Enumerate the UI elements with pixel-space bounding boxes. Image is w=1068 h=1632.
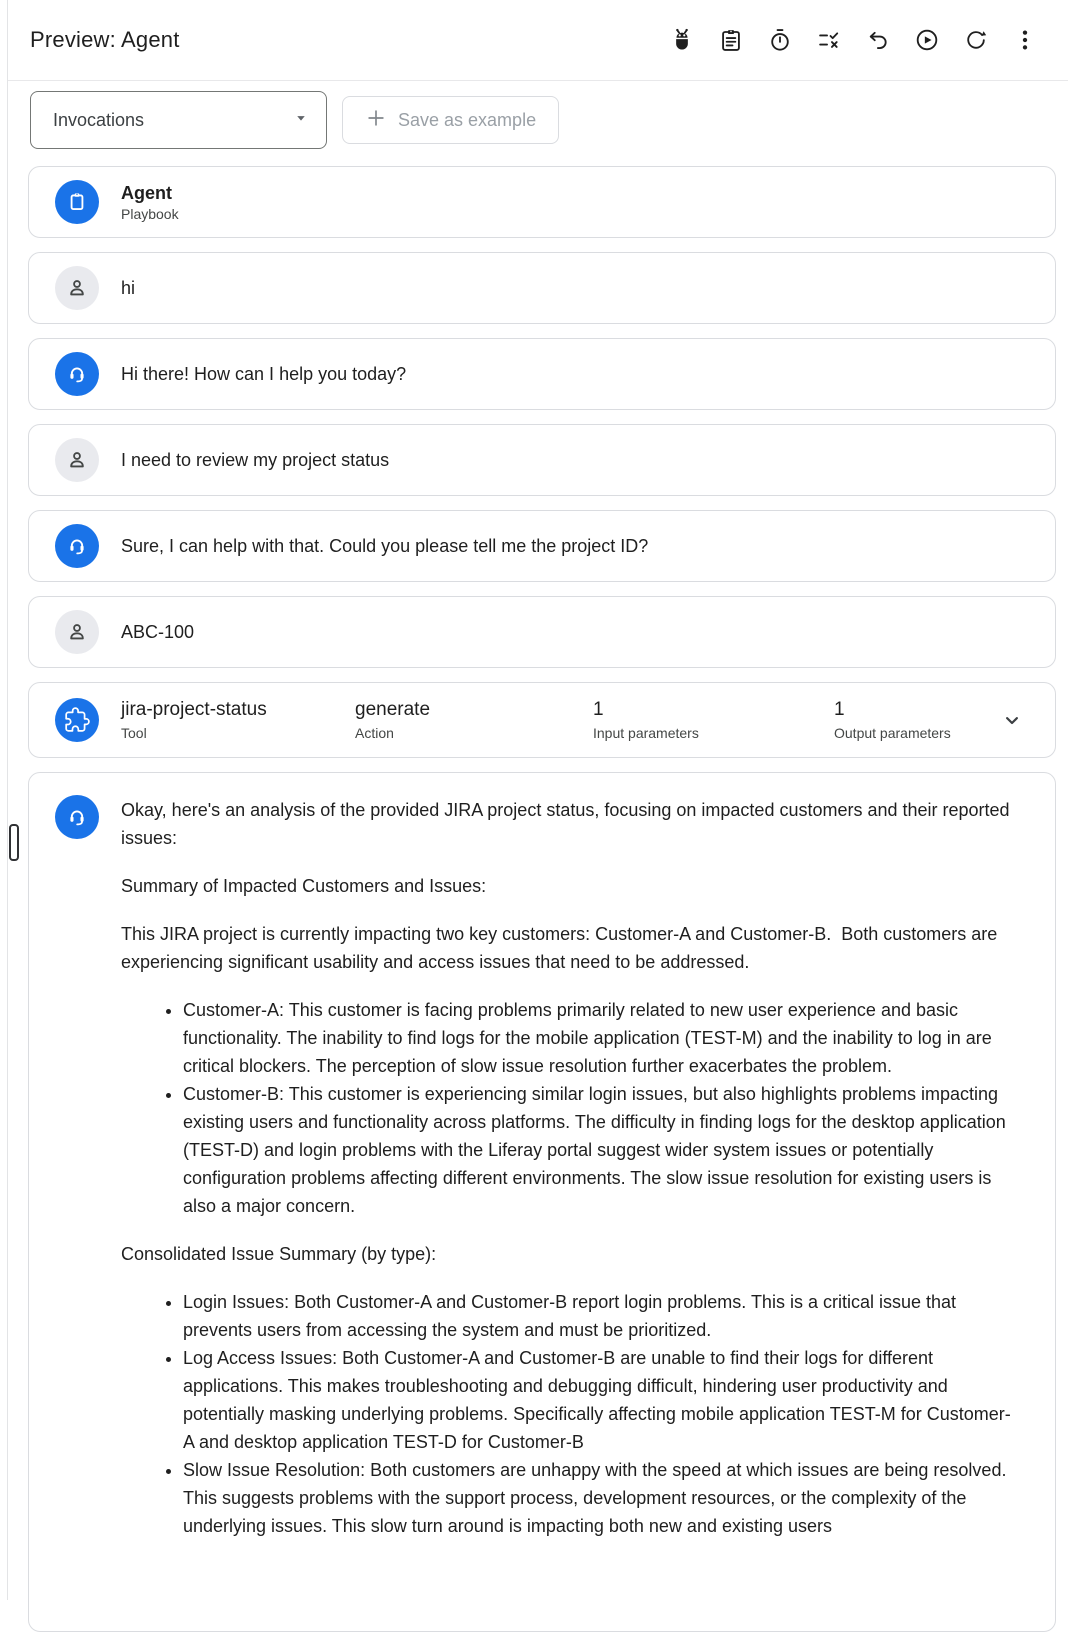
user-avatar-icon bbox=[55, 438, 99, 482]
response-consolidated-heading: Consolidated Issue Summary (by type): bbox=[121, 1244, 437, 1264]
user-avatar-icon bbox=[55, 266, 99, 310]
undo-icon[interactable] bbox=[865, 27, 891, 53]
toolbar bbox=[30, 91, 1068, 149]
view-selector-value: Invocations bbox=[53, 109, 145, 130]
issue-bullet-list bbox=[121, 1288, 1019, 1540]
agent-subtitle: Playbook bbox=[121, 205, 179, 222]
plus-icon bbox=[365, 107, 387, 134]
response-summary-heading: Summary of Impacted Customers and Issues: bbox=[121, 876, 487, 896]
panel-left-edge bbox=[7, 0, 8, 1600]
headset-agent-icon bbox=[55, 352, 99, 396]
tool-output-count: 1 bbox=[834, 698, 845, 720]
tool-output-column bbox=[834, 698, 977, 743]
more-vert-icon[interactable] bbox=[1012, 27, 1038, 53]
list-item: • Customer-A: This customer is facing problems primarily related to new user experience and basic functionality. The inability to find logs for the mobile application (TEST-M) and the inability to log in are critical blockers. The perception of slow issue resolution further exacerbates the problem. bbox=[183, 996, 1019, 1080]
list-item: • Customer-B: This customer is experiencing similar login issues, but also highlights problems impacting existing users and functionality across platforms. The difficulty in finding logs for the desktop application (TEST-D) and login problems with the Liferay portal suggest wider system issues or potentially configuration problems affecting different environments. The slow issue resolution for existing users is also a major concern. bbox=[183, 1080, 1019, 1220]
header bbox=[8, 0, 1068, 81]
tool-action: generate bbox=[355, 698, 431, 720]
timer-icon[interactable] bbox=[767, 27, 793, 53]
user-message-card bbox=[28, 596, 1056, 668]
header-toolbar bbox=[669, 27, 1038, 53]
tool-input-count: 1 bbox=[593, 698, 604, 720]
restart-icon[interactable] bbox=[963, 27, 989, 53]
user-message-text: hi bbox=[121, 277, 136, 298]
tool-action-column bbox=[355, 698, 571, 743]
list-item: • Slow Issue Resolution: Both customers are unhappy with the speed at which issues are being resolved. This suggests problems with the support process, development resources, or the complexity of the underlying issues. This slow turn around is impacting both new and existing users bbox=[183, 1456, 1019, 1540]
tool-input-column bbox=[593, 698, 812, 743]
agent-message-text: Hi there! How can I help you today? bbox=[121, 363, 407, 384]
customer-bullet-list bbox=[121, 996, 1019, 1220]
agent-playbook-card[interactable] bbox=[28, 166, 1056, 238]
page-title: Preview: Agent bbox=[30, 27, 180, 52]
response-intro: Okay, here's an analysis of the provided JIRA project status, focusing on impacted customers and their reported issues: bbox=[121, 800, 1015, 848]
chevron-down-icon[interactable] bbox=[999, 707, 1025, 733]
agent-message-card bbox=[28, 338, 1056, 410]
tool-input-label: Input parameters bbox=[593, 724, 699, 741]
caret-down-icon bbox=[292, 109, 310, 132]
agent-message-text: Sure, I can help with that. Could you please tell me the project ID? bbox=[121, 535, 649, 556]
tool-action-label: Action bbox=[355, 724, 394, 741]
robot-icon[interactable] bbox=[669, 27, 695, 53]
tool-invocation-card[interactable] bbox=[28, 682, 1056, 758]
agent-response-card bbox=[28, 772, 1056, 1632]
playbook-clipboard-icon bbox=[55, 180, 99, 224]
play-circle-icon[interactable] bbox=[914, 27, 940, 53]
headset-agent-icon bbox=[55, 795, 99, 839]
extension-puzzle-icon bbox=[55, 698, 99, 742]
user-message-text: I need to review my project status bbox=[121, 449, 390, 470]
agent-playbook-text bbox=[121, 181, 179, 224]
view-selector-dropdown[interactable] bbox=[30, 91, 327, 149]
agent-response-body bbox=[121, 795, 1019, 1540]
user-message-card bbox=[28, 424, 1056, 496]
tool-name: jira-project-status bbox=[121, 698, 267, 720]
save-as-example-label: Save as example bbox=[398, 109, 537, 130]
list-item: • Login Issues: Both Customer-A and Customer-B report login problems. This is a critical issue that prevents users from accessing the system and must be prioritized. bbox=[183, 1288, 1019, 1344]
assignment-icon[interactable] bbox=[718, 27, 744, 53]
tool-output-label: Output parameters bbox=[834, 724, 951, 741]
user-message-card bbox=[28, 252, 1056, 324]
save-as-example-button[interactable] bbox=[342, 96, 559, 144]
panel-resize-handle[interactable] bbox=[9, 824, 19, 861]
response-summary-body: This JIRA project is currently impacting two key customers: Customer-A and Customer-B. Both customers are experiencing significant usability and access issues that need to be addressed. bbox=[121, 924, 1003, 972]
user-message-text: ABC-100 bbox=[121, 621, 195, 642]
tool-name-column bbox=[121, 698, 333, 743]
agent-title: Agent bbox=[121, 182, 172, 203]
conversation-list bbox=[28, 166, 1056, 1632]
list-item: • Log Access Issues: Both Customer-A and Customer-B are unable to find their logs for different applications. This makes troubleshooting and debugging difficult, hindering user productivity and potentially masking underlying problems. Specifically affecting mobile application TEST-M for Customer-A and desktop application TEST-D for Customer-B bbox=[183, 1344, 1019, 1456]
user-avatar-icon bbox=[55, 610, 99, 654]
headset-agent-icon bbox=[55, 524, 99, 568]
rule-icon[interactable] bbox=[816, 27, 842, 53]
agent-message-card bbox=[28, 510, 1056, 582]
tool-name-label: Tool bbox=[121, 724, 147, 741]
